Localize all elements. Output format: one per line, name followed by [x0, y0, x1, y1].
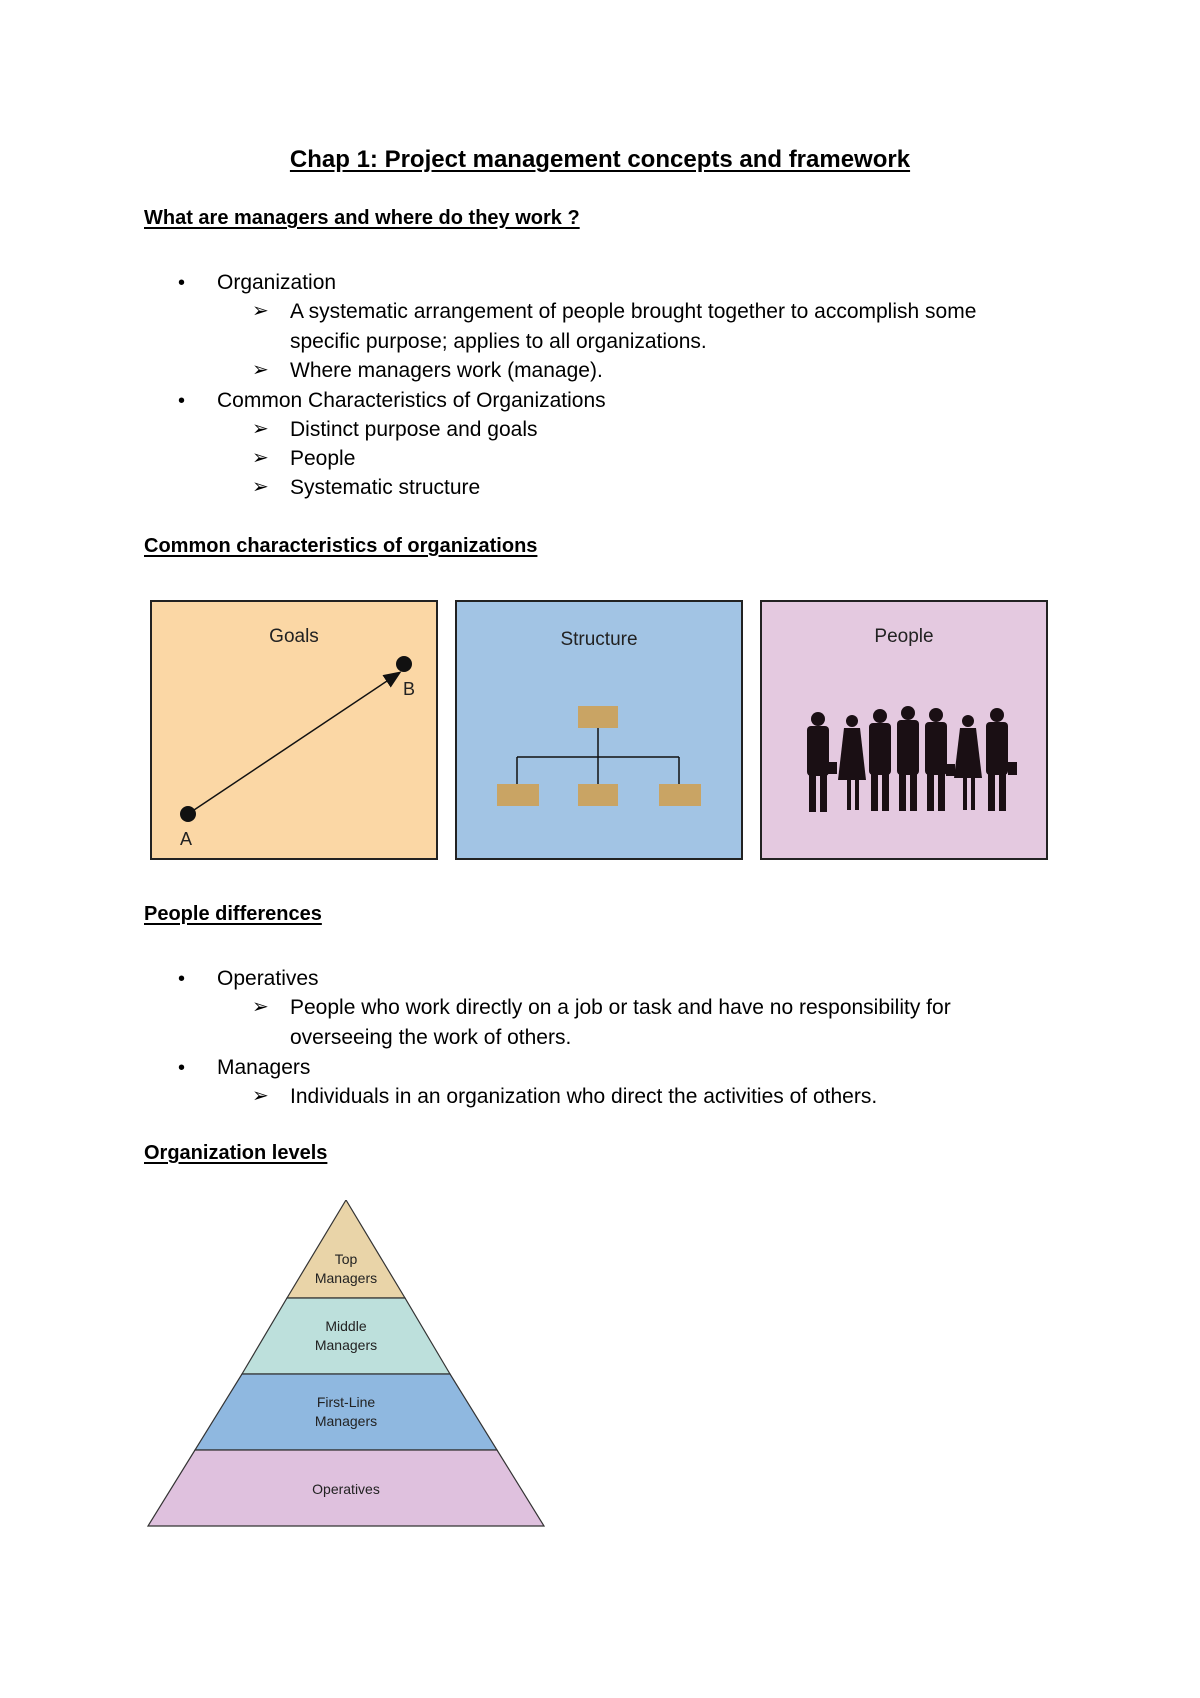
list-subitem-continuation: specific purpose; applies to all organizations.	[290, 330, 707, 353]
arrow-bullet-icon: ➢	[252, 1085, 269, 1107]
list-subitem: Systematic structure	[290, 476, 481, 499]
section-heading-characteristics: Common characteristics of organizations	[144, 535, 538, 557]
pyramid-label: First-Line	[316, 1394, 376, 1410]
pyramid-label: Operatives	[312, 1481, 380, 1497]
list-subitem: A systematic arrangement of people brought together to accomplish some	[290, 300, 977, 323]
pyramid-label: Managers	[314, 1337, 378, 1353]
list-item-operatives: Operatives	[217, 967, 319, 990]
list-subitem: Where managers work (manage).	[290, 359, 603, 382]
list-item-managers: Managers	[217, 1056, 311, 1079]
structure-panel	[455, 600, 743, 860]
goals-panel	[150, 600, 438, 860]
organization-levels-pyramid	[146, 1200, 546, 1540]
list-subitem: Individuals in an organization who direct the activities of others.	[290, 1085, 878, 1108]
pyramid-label: Managers	[314, 1413, 378, 1429]
list-subitem-continuation: overseeing the work of others.	[290, 1026, 572, 1049]
people-panel	[760, 600, 1048, 860]
org-chart-top-box	[578, 706, 618, 728]
pyramid-label: Top	[334, 1251, 358, 1267]
point-b-dot	[396, 656, 412, 672]
pyramid-level-first-line-managers	[195, 1374, 497, 1450]
people-panel-title: People	[874, 626, 934, 647]
bullet-icon: •	[178, 968, 186, 990]
structure-panel-title: Structure	[560, 629, 638, 650]
bullet-icon: •	[178, 1057, 186, 1079]
bullet-icon: •	[178, 390, 186, 412]
arrow-bullet-icon: ➢	[252, 359, 269, 381]
point-a-label: A	[180, 829, 193, 849]
section-heading-organization-levels: Organization levels	[144, 1142, 328, 1164]
list-subitem: People who work directly on a job or task and have no responsibility for	[290, 996, 951, 1019]
org-chart-box-right	[659, 784, 701, 806]
pyramid-label: Middle	[325, 1318, 367, 1334]
goals-path-line	[188, 673, 399, 814]
list-item-common-characteristics: Common Characteristics of Organizations	[217, 389, 606, 412]
point-b-label: B	[403, 679, 416, 699]
org-chart-box-center	[578, 784, 618, 806]
pyramid-label: Managers	[314, 1270, 378, 1286]
pyramid-level-middle-managers	[242, 1298, 450, 1374]
org-chart-box-left	[497, 784, 539, 806]
arrow-bullet-icon: ➢	[252, 300, 269, 322]
section-heading-managers: What are managers and where do they work ?	[144, 207, 580, 229]
arrow-bullet-icon: ➢	[252, 476, 269, 498]
page-title: Chap 1: Project management concepts and framework	[289, 146, 911, 173]
section-heading-people-differences: People differences	[144, 903, 322, 925]
org-chart-diagram	[457, 602, 741, 858]
arrow-bullet-icon: ➢	[252, 996, 269, 1018]
list-subitem: People	[290, 447, 356, 470]
goals-panel-title: Goals	[269, 626, 319, 647]
people-silhouettes-icon	[762, 602, 1046, 858]
arrow-bullet-icon: ➢	[252, 418, 269, 440]
list-subitem: Distinct purpose and goals	[290, 418, 538, 441]
point-a-dot	[180, 806, 196, 822]
arrow-bullet-icon: ➢	[252, 447, 269, 469]
bullet-icon: •	[178, 272, 186, 294]
list-item-organization: Organization	[217, 271, 337, 294]
goals-arrow-diagram	[152, 602, 436, 858]
